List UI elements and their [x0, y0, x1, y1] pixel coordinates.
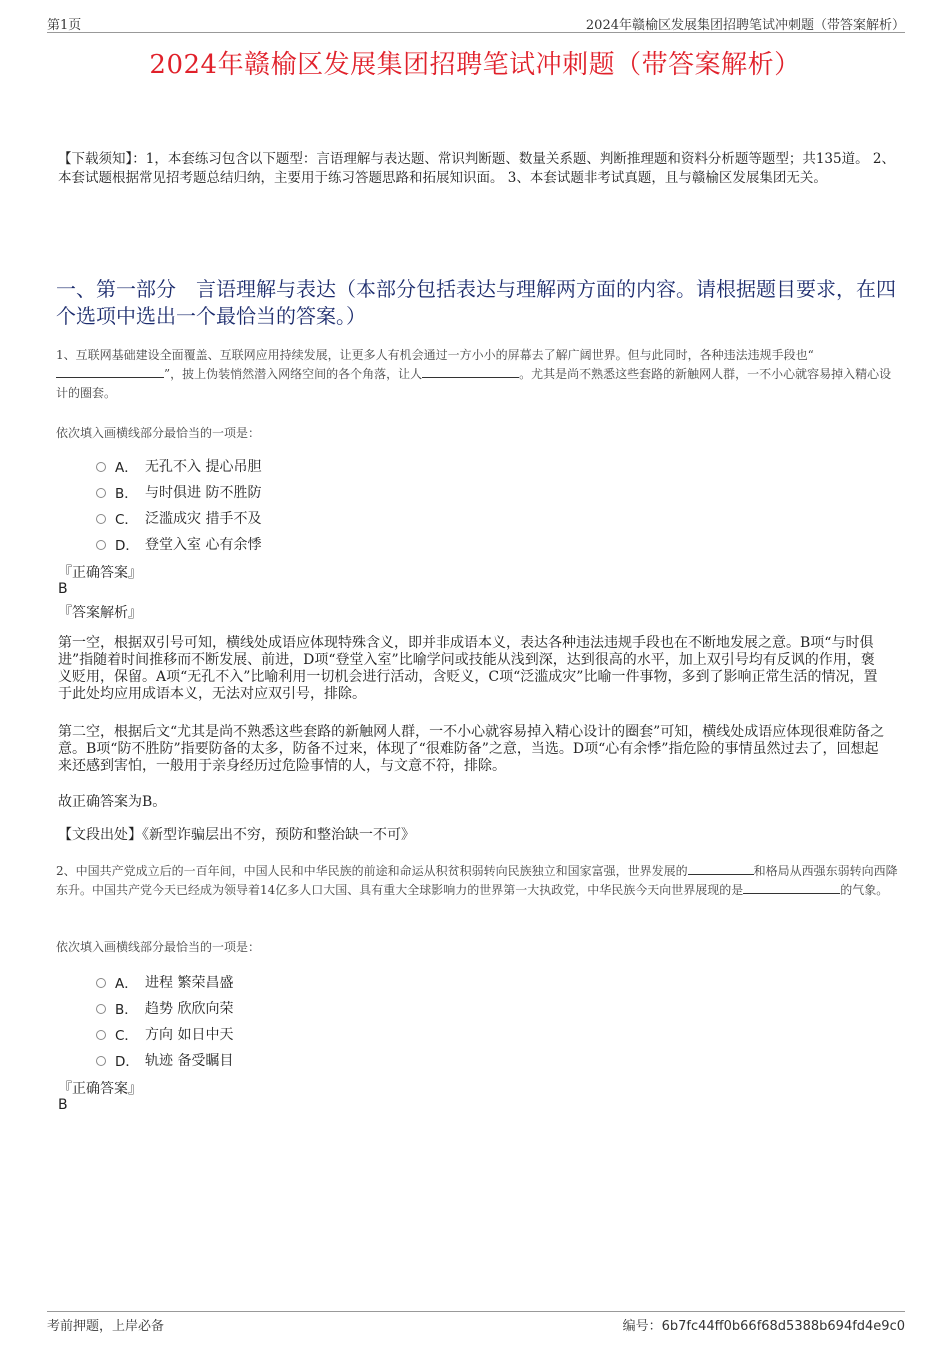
radio-button-icon[interactable] [96, 462, 106, 472]
option-c[interactable]: C． 泛滥成灾 措手不及 [96, 508, 396, 528]
option-b[interactable]: B． 趋势 欣欣向荣 [96, 998, 396, 1018]
radio-button-icon[interactable] [96, 488, 106, 498]
analysis-conclusion: 故正确答案为B。 [58, 794, 167, 810]
option-c[interactable]: C． 方向 如日中天 [96, 1024, 396, 1044]
blank-1 [688, 862, 754, 875]
option-b[interactable]: B． 与时俱进 防不胜防 [96, 482, 396, 502]
answer-label: 『正确答案』 [58, 565, 142, 581]
radio-button-icon[interactable] [96, 978, 106, 988]
blank-2 [743, 881, 840, 894]
question-1-text: 1、互联网基础建设全面覆盖、互联网应用持续发展，让更多人有机会通过一方小小的屏幕去了解广阔世界。但与此同时，各种违法违规手段也“”，披上伪装悄然潜入网络空间的各个角落，让人 。尤其是尚不熟悉这些套路的新触网人群，一不小心就容易掉入精心设计的圈套。 [56, 348, 892, 400]
radio-button-icon[interactable] [96, 1004, 106, 1014]
download-notice: 【下载须知】：1，本套练习包含以下题型：言语理解与表达题、常识判断题、数量关系题、判断推理题和资料分析题等题型；共135道。 2、本套试题根据常见招考题总结归纳，主要用于练习答题思路和拓展知识面。 3、本套试题非考试真题，且与赣榆区发展集团无关。 [58, 151, 895, 186]
option-d[interactable]: D． 轨迹 备受瞩目 [96, 1050, 396, 1070]
document-title: 2024年赣榆区发展集团招聘笔试冲刺题（带答案解析） [149, 50, 801, 80]
question-2-prompt: 依次填入画横线部分最恰当的一项是： [56, 940, 261, 954]
radio-button-icon[interactable] [96, 540, 106, 550]
blank-2 [422, 365, 519, 378]
radio-button-icon[interactable] [96, 1030, 106, 1040]
document-id: 编号：6b7fc44ff0b66f68d5388b694fd4e9c0 [622, 1319, 905, 1334]
radio-button-icon[interactable] [96, 1056, 106, 1066]
section-title: 一、第一部分 言语理解与表达（本部分包括表达与理解两方面的内容。请根据题目要求，在四个选项中选出一个最恰当的答案。） [56, 277, 896, 328]
page-number: 第1页 [47, 18, 82, 33]
passage-source: 【文段出处】《新型诈骗层出不穷，预防和整治缺一不可》 [58, 827, 415, 843]
footer-slogan: 考前押题，上岸必备 [47, 1319, 165, 1334]
analysis-paragraph-2: 第二空，根据后文“尤其是尚不熟悉这些套路的新触网人群，一不小心就容易掉入精心设计的圈套”可知，横线处成语应体现很难防备之意。B项“防不胜防”指要防备的太多，防备不过来，体现了“很难防备”之意，当选。D项“心有余悸”指危险的事情虽然过去了，回想起来还感到害怕，一般用于亲身经历过危险事情的人，与文意不符，排除。 [58, 724, 885, 774]
answer-label: 『正确答案』 [58, 1081, 142, 1097]
question-1-prompt: 依次填入画横线部分最恰当的一项是： [56, 426, 261, 440]
analysis-label: 『答案解析』 [58, 605, 142, 621]
header-doc-title: 2024年赣榆区发展集团招聘笔试冲刺题（带答案解析） [585, 18, 905, 33]
page-header [47, 14, 905, 33]
page-footer [47, 1311, 905, 1332]
blank-1 [56, 365, 164, 378]
radio-button-icon[interactable] [96, 514, 106, 524]
option-a[interactable]: A． 无孔不入 提心吊胆 [96, 456, 396, 476]
answer-value: B [58, 581, 68, 597]
analysis-paragraph-1: 第一空，根据双引号可知，横线处成语应体现特殊含义，即并非成语本义，表达各种违法违规手段也在不断地发展之意。B项“与时俱进”指随着时间推移而不断发展、前进，D项“登堂入室”比喻学问或技能从浅到深，达到很高的水平，加上双引号均有反讽的作用，褒义贬用，保留。A项“无孔不入”比喻利用一切机会进行活动，含贬义，C项“泛滥成灾”比喻一件事物，多到了影响正常生活的情况，置于此处均应用成语本义，无法对应双引号，排除。 [58, 635, 878, 702]
question-2-text: 2、中国共产党成立后的一百年间，中国人民和中华民族的前途和命运从积贫积弱转向民族独立和国家富强，世界发展的 和格局从西强东弱转向西降东升。中国共产党今天已经成为领导着14亿多人口大国、具有重大全球影响力的世界第一大执政党，中华民族今天向世界展现的是 的气象。 [56, 864, 898, 897]
option-d[interactable]: D． 登堂入室 心有余悸 [96, 534, 396, 554]
answer-value: B [58, 1097, 68, 1113]
option-a[interactable]: A． 进程 繁荣昌盛 [96, 972, 396, 992]
